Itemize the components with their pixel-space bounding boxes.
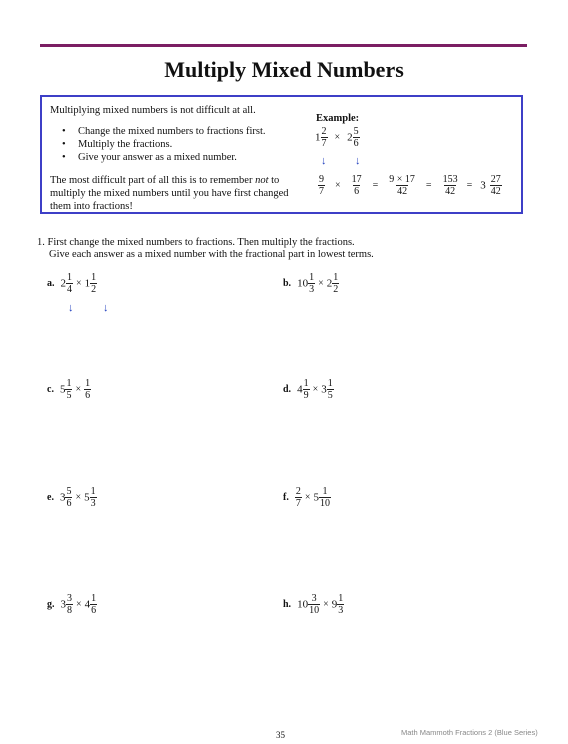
explanation-box	[40, 95, 523, 214]
equals-sign: =	[425, 180, 432, 191]
fraction: $\frac{2}{7}$	[295, 486, 301, 509]
page-number: 35	[276, 730, 285, 740]
problem-e: e. 3 $\frac{5}{6}$ × 5 $\frac{1}{3}$	[47, 486, 96, 509]
fraction: $\frac{1}{3}$	[338, 593, 344, 616]
fraction: $\frac{3}{8}$	[67, 593, 72, 616]
page-title: Multiply Mixed Numbers	[164, 57, 404, 82]
problem-c: c. 5 $\frac{1}{5}$ × $\frac{1}{6}$	[47, 378, 91, 401]
fraction: $\frac{3}{10}$	[309, 593, 320, 616]
problem-f: f. $\frac{2}{7}$ × 5 $\frac{1}{10}$	[283, 486, 330, 509]
instructions	[37, 237, 374, 261]
problem-b: b. 10 $\frac{1}{3}$ × 2 $\frac{1}{2}$	[283, 272, 339, 295]
fraction: $\frac{5}{6}$	[353, 126, 359, 149]
down-arrow-icon: ↓	[68, 302, 74, 314]
note-part2: to multiply the mixed numbers until you have first changed them into fractions!	[50, 175, 289, 212]
problem-a: a. 2 $\frac{1}{4}$ × 1 $\frac{1}{2}$	[47, 272, 97, 295]
fraction: $\frac{1}{4}$	[67, 272, 72, 295]
fraction: $\frac{17}{6}$	[351, 174, 362, 197]
fraction: $\frac{5}{6}$	[66, 486, 72, 509]
problem-g: g. 3 $\frac{3}{8}$ × 4 $\frac{1}{6}$	[47, 593, 97, 616]
whole-number: 2	[347, 131, 353, 144]
down-arrow-icon: ↓	[321, 155, 327, 167]
fraction: $\frac{1}{6}$	[91, 593, 97, 616]
equals-sign: =	[466, 180, 473, 191]
instruction-line: 1. First change the mixed numbers to fractions. Then multiply the fractions.	[37, 237, 355, 248]
step-item: • Multiply the fractions.	[62, 138, 266, 151]
fraction: $\frac{9 \times 17}{42}$	[389, 174, 415, 197]
note-emphasis: not	[255, 175, 269, 186]
equals-sign: =	[372, 180, 379, 191]
problem-h: h. 10 $\frac{3}{10}$ × 9 $\frac{1}{3}$	[283, 593, 344, 616]
fraction: $\frac{153}{42}$	[442, 174, 458, 197]
step-item: • Change the mixed numbers to fractions first.	[62, 125, 266, 138]
warning-note	[50, 174, 300, 213]
fraction: $\frac{1}{5}$	[66, 378, 72, 401]
fraction: $\frac{1}{2}$	[91, 272, 97, 295]
example-problem	[315, 126, 360, 149]
intro-text: Multiplying mixed numbers is not difficult at all.	[50, 105, 256, 116]
note-part1: The most difficult part of all this is to remember	[50, 175, 253, 186]
fraction: $\frac{1}{6}$	[85, 378, 91, 401]
fraction: $\frac{27}{42}$	[490, 174, 501, 197]
fraction: $\frac{1}{5}$	[327, 378, 333, 401]
down-arrow-icon: ↓	[103, 302, 109, 314]
fraction: $\frac{9}{7}$	[319, 174, 324, 197]
fraction: $\frac{1}{10}$	[319, 486, 330, 509]
fraction: $\frac{2}{7}$	[321, 126, 327, 149]
times-sign: ×	[334, 132, 341, 143]
fraction: $\frac{1}{3}$	[309, 272, 315, 295]
example-label: Example:	[316, 113, 360, 124]
problem-d: d. 4 $\frac{1}{9}$ × 3 $\frac{1}{5}$	[283, 378, 333, 401]
step-item: • Give your answer as a mixed number.	[62, 151, 266, 164]
example-solution	[318, 174, 502, 197]
fraction: $\frac{1}{2}$	[333, 272, 339, 295]
times-sign: ×	[335, 180, 341, 191]
whole-number: 1	[315, 131, 321, 144]
fraction: $\frac{1}{9}$	[303, 378, 309, 401]
instruction-line: Give each answer as a mixed number with the fractional part in lowest terms.	[49, 249, 374, 260]
whole-number: 3	[480, 179, 486, 192]
steps-list	[62, 125, 266, 164]
title-rule	[40, 44, 527, 47]
down-arrow-icon: ↓	[355, 155, 361, 167]
fraction: $\frac{1}{3}$	[90, 486, 96, 509]
series-footer: Math Mammoth Fractions 2 (Blue Series)	[401, 728, 538, 737]
